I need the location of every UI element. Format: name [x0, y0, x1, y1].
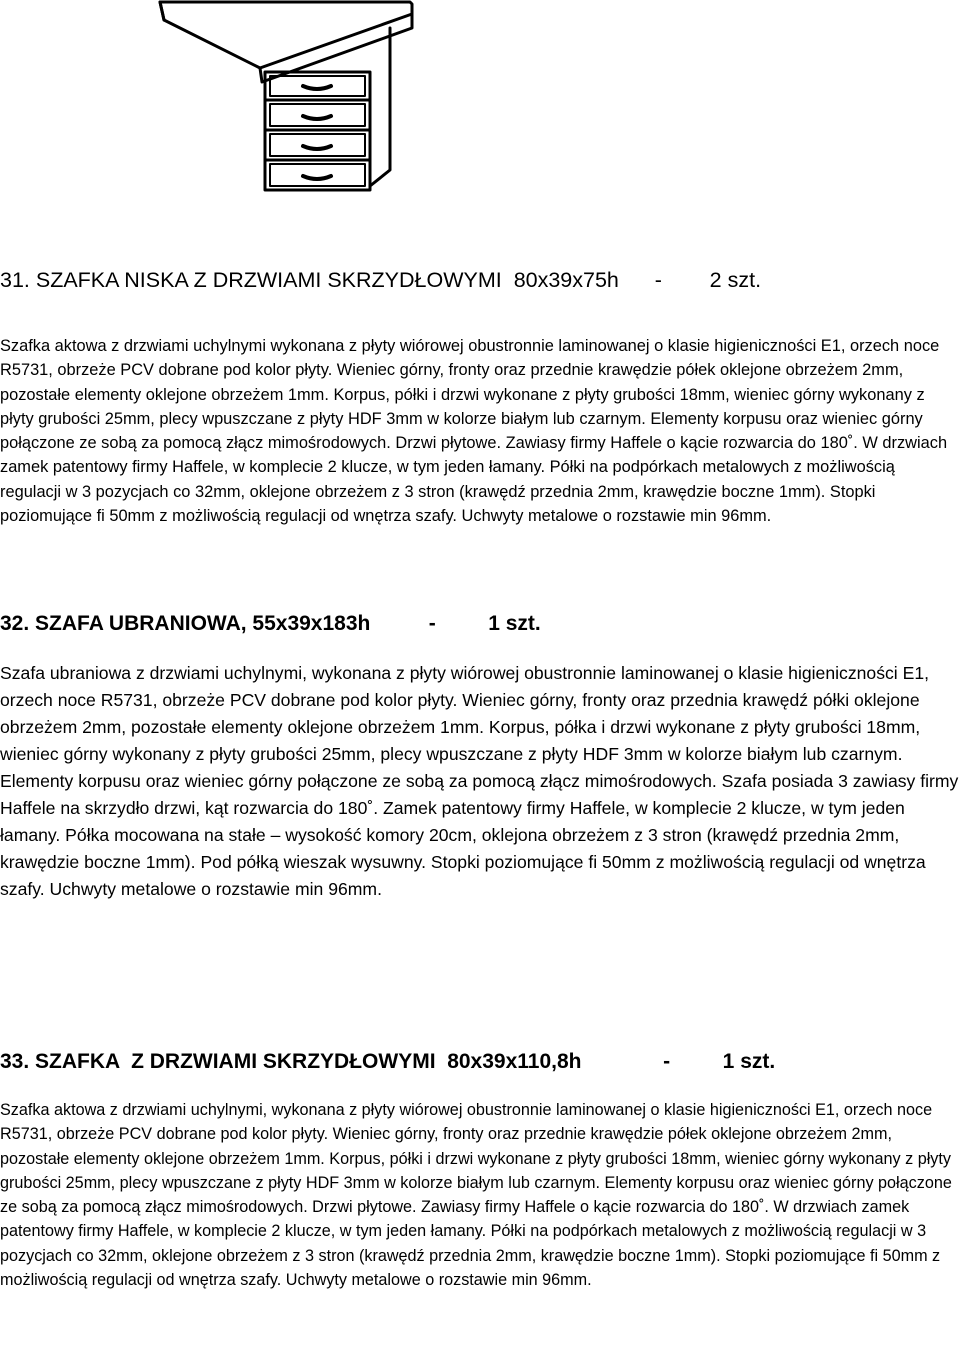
section-33-description: Szafka aktowa z drzwiami uchylnymi, wykonana z płyty wiórowej obustronnie laminowanej o klasie higieniczności E1, orzech noce R5731, obrzeże PCV dobrane pod kolor płyty. Wieniec górny, fronty oraz przednie krawędzie półek oklejone obrzeżem 2mm, pozostałe elementy oklejone obrzeżem 1mm. Korpus, półki i drzwi wykonane z płyty grubości 18mm, wieniec górny wykonany z płyty grubości 25mm, plecy wpuszczane z płyty HDF 3mm w kolorze białym lub czarnym. Elementy korpusu oraz wieniec górny połączone ze sobą za pomocą złącz mimośrodowych. Drzwi płytowe. Zawiasy firmy Haffele o kącie rozwarcia do 180˚. W drzwiach zamek patentowy firmy Haffele, w komplecie 2 klucze, w tym jeden łamany. Półki na podpórkach metalowych z możliwością regulacji w 3 pozycjach co 32mm, oklejone obrzeżem z 3 stron (krawędź przednia 2mm, krawędzie boczne 1mm). Stopki poziomujące fi 50mm z możliwością regulacji od wnętrza szafy. Uchwyty metalowe o rozstawie min 96mm. [0, 1101, 952, 1290]
section-32-heading: 32. SZAFA UBRANIOWA, 55x39x183h - 1 szt. [0, 612, 541, 635]
section-33-heading: 33. SZAFKA Z DRZWIAMI SKRZYDŁOWYMI 80x39x110,8h - 1 szt. [0, 1050, 776, 1073]
section-32-description: Szafa ubraniowa z drzwiami uchylnymi, wykonana z płyty wiórowej obustronnie laminowanej o klasie higieniczności E1, orzech noce R5731, obrzeże PCV dobrane pod kolor płyty. Wieniec górny, fronty oraz przednia krawędź półki oklejone obrzeżem 2mm, pozostałe elementy oklejone obrzeżem 1mm. Korpus, półka i drzwi wykonane z płyty grubości 18mm, wieniec górny wykonany z płyty grubości 25mm, plecy wpuszczane z płyty HDF 3mm w kolorze białym lub czarnym. Elementy korpusu oraz wieniec górny połączone ze sobą za pomocą złącz mimośrodowych. Szafa posiada 3 zawiasy firmy Haffele na skrzydło drzwi, kąt rozwarcia do 180˚. Zamek patentowy firmy Haffele, w komplecie 2 klucze, w tym jeden łamany. Półka mocowana na stałe – wysokość komory 20cm, oklejona obrzeżem z 3 stron (krawędź przednia 2mm, krawędzie boczne 1mm). Pod półką wieszak wysuwny. Stopki poziomujące fi 50mm z możliwością regulacji od wnętrza szafy. Uchwyty metalowe o rozstawie min 96mm. [0, 663, 959, 899]
section-31-heading: 31. SZAFKA NISKA Z DRZWIAMI SKRZYDŁOWYMI 80x39x75h - 2 szt. [0, 268, 762, 292]
section-31-description: Szafka aktowa z drzwiami uchylnymi wykonana z płyty wiórowej obustronnie laminowanej o klasie higieniczności E1, orzech noce R5731, obrzeże PCV dobrane pod kolor płyty. Wieniec górny, fronty oraz przednie krawędzie półek oklejone obrzeżem 2mm, pozostałe elementy oklejone obrzeżem 1mm. Korpus, półki i drzwi wykonane z płyty grubości 18mm, wieniec górny wykonany z płyty grubości 25mm, plecy wpuszczane z płyty HDF 3mm w kolorze białym lub czarnym. Elementy korpusu oraz wieniec górny połączone ze sobą za pomocą złącz mimośrodowych. Drzwi płytowe. Zawiasy firmy Haffele o kącie rozwarcia do 180˚. W drzwiach zamek patentowy firmy Haffele, w komplecie 2 klucze, w tym jeden łamany. Półki na podpórkach metalowych z możliwością regulacji w 3 pozycjach co 32mm, oklejone obrzeżem z 3 stron (krawędź przednia 2mm, krawędzie boczne 1mm). Stopki poziomujące fi 50mm z możliwością regulacji od wnętrza szafy. Uchwyty metalowe o rozstawie min 96mm. [0, 337, 948, 526]
desk-drawer-pedestal-drawing [100, 0, 440, 215]
